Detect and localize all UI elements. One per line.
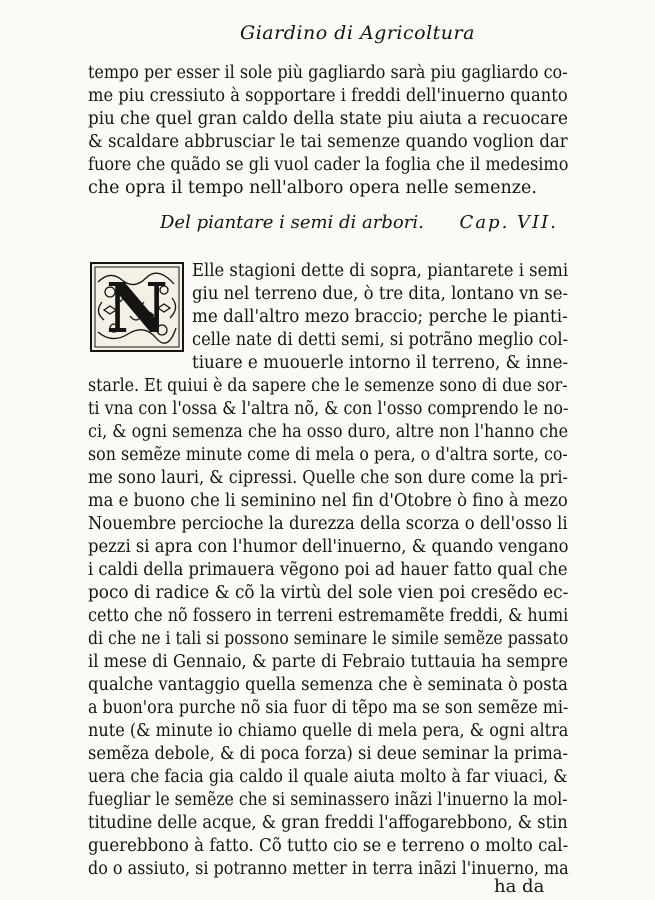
text-line: son semẽze minute come di mela o pera, o d'altra sorte, co- (88, 445, 568, 465)
text-line: & scaldare abbrusciar le tai semenze quando voglion dar (88, 132, 568, 152)
text-line: Nouembre percioche la durezza della scorza o dell'osso li (88, 514, 568, 534)
text-line: titudine delle acque, & gran freddi l'affogarebbono, & stin (88, 813, 568, 833)
text-line: tempo per esser il sole più gagliardo sarà piu gagliardo co- (88, 63, 568, 83)
running-header (0, 22, 655, 44)
text-line: giu nel terreno due, ò tre dita, lontano vn se- (192, 284, 569, 304)
text-line: fueglіar le semẽze che si seminassero inãzi l'inuerno la mol- (88, 790, 568, 810)
text-line: i caldi della primauera vẽgono poi ad hauer fatto qual che (88, 560, 568, 580)
drop-cap-woodcut (90, 262, 184, 352)
text-line: uera che facia gia caldo il quale aiuta molto à far viuaci, & (88, 767, 568, 787)
text-line: che opra il tempo nell'alboro opera nelle semenze. (88, 178, 537, 198)
text-line: nute (& minute io chiamo quelle di mela pera, & ogni altra (88, 721, 569, 741)
text-line: me sono lauri, & cipressi. Quelle che son dure come la pri- (88, 468, 568, 488)
text-line: tiuare e muouerle intorno il terreno, & inne- (192, 353, 569, 373)
text-line: ti vna con l'ossa & l'altra nõ, & con l'osso comprendo le no- (88, 399, 569, 419)
text-line: celle nate di detti semi, si potrãno meglio col- (192, 330, 569, 350)
text-line: il mese di Gennaio, & parte di Febraio tuttauia ha sempre (88, 652, 569, 672)
chapter-heading (160, 212, 560, 233)
text-line: fuore che quãdo se gli vuol cader la foglia che il medesimo (88, 155, 569, 175)
catchword: ha da (494, 876, 545, 897)
text-line: do o assiuto, si potranno metter in terra inãzi l'inuerno, ma (88, 859, 569, 879)
text-line: a buon'ora purche nõ sia fuor di tẽpo ma se son semẽze mi- (88, 698, 569, 718)
text-line: guerebbono à fatto. Cõ tutto cio se e terreno o molto cal- (88, 836, 569, 856)
text-line: ma e buono che li seminino nel fin d'Otobre ò fino à mezo (88, 491, 568, 511)
text-line: semẽza debole, & di poca forza) si deue seminar la prima- (88, 744, 568, 764)
text-line: ci, & ogni semenza che ha osso duro, altre non l'hanno che (88, 422, 569, 442)
text-line: me dall'altro mezo braccio; perche le pianti- (192, 307, 568, 327)
text-line: di che ne i tali si possono seminare le simile semẽze passato (88, 629, 569, 649)
running-title: Giardino di Agricoltura (240, 22, 475, 44)
drop-cap-letter: N (105, 269, 169, 349)
text-line: piu che quel gran caldo della state piu aiuta a recuocare (88, 109, 568, 129)
chapter-number: Cap. VII. (459, 212, 558, 233)
text-line: pezzi si apra con l'humor dell'inuerno, & quando vengano (88, 537, 569, 557)
chapter-title: Del piantare i semi di arbori. (160, 212, 424, 233)
text-line: starle. Et quiui è da sapere che le semenze sono di due sor- (88, 376, 568, 396)
text-line: me piu cressiuto à sopportare i freddi dell'inuerno quanto (88, 86, 568, 106)
text-line: qualche vantaggio quella semenza che è seminata ò posta (88, 675, 568, 695)
text-line: poco di radice & cõ la virtù del sole vien poi cresẽdo ec- (88, 583, 569, 603)
text-line: cetto che nõ fossero in terreni estremamẽte freddi, & humi (88, 606, 569, 626)
drop-cap-initial (90, 262, 184, 352)
text-line: Elle stagioni dette di sopra, piantarete i semi (192, 261, 569, 281)
